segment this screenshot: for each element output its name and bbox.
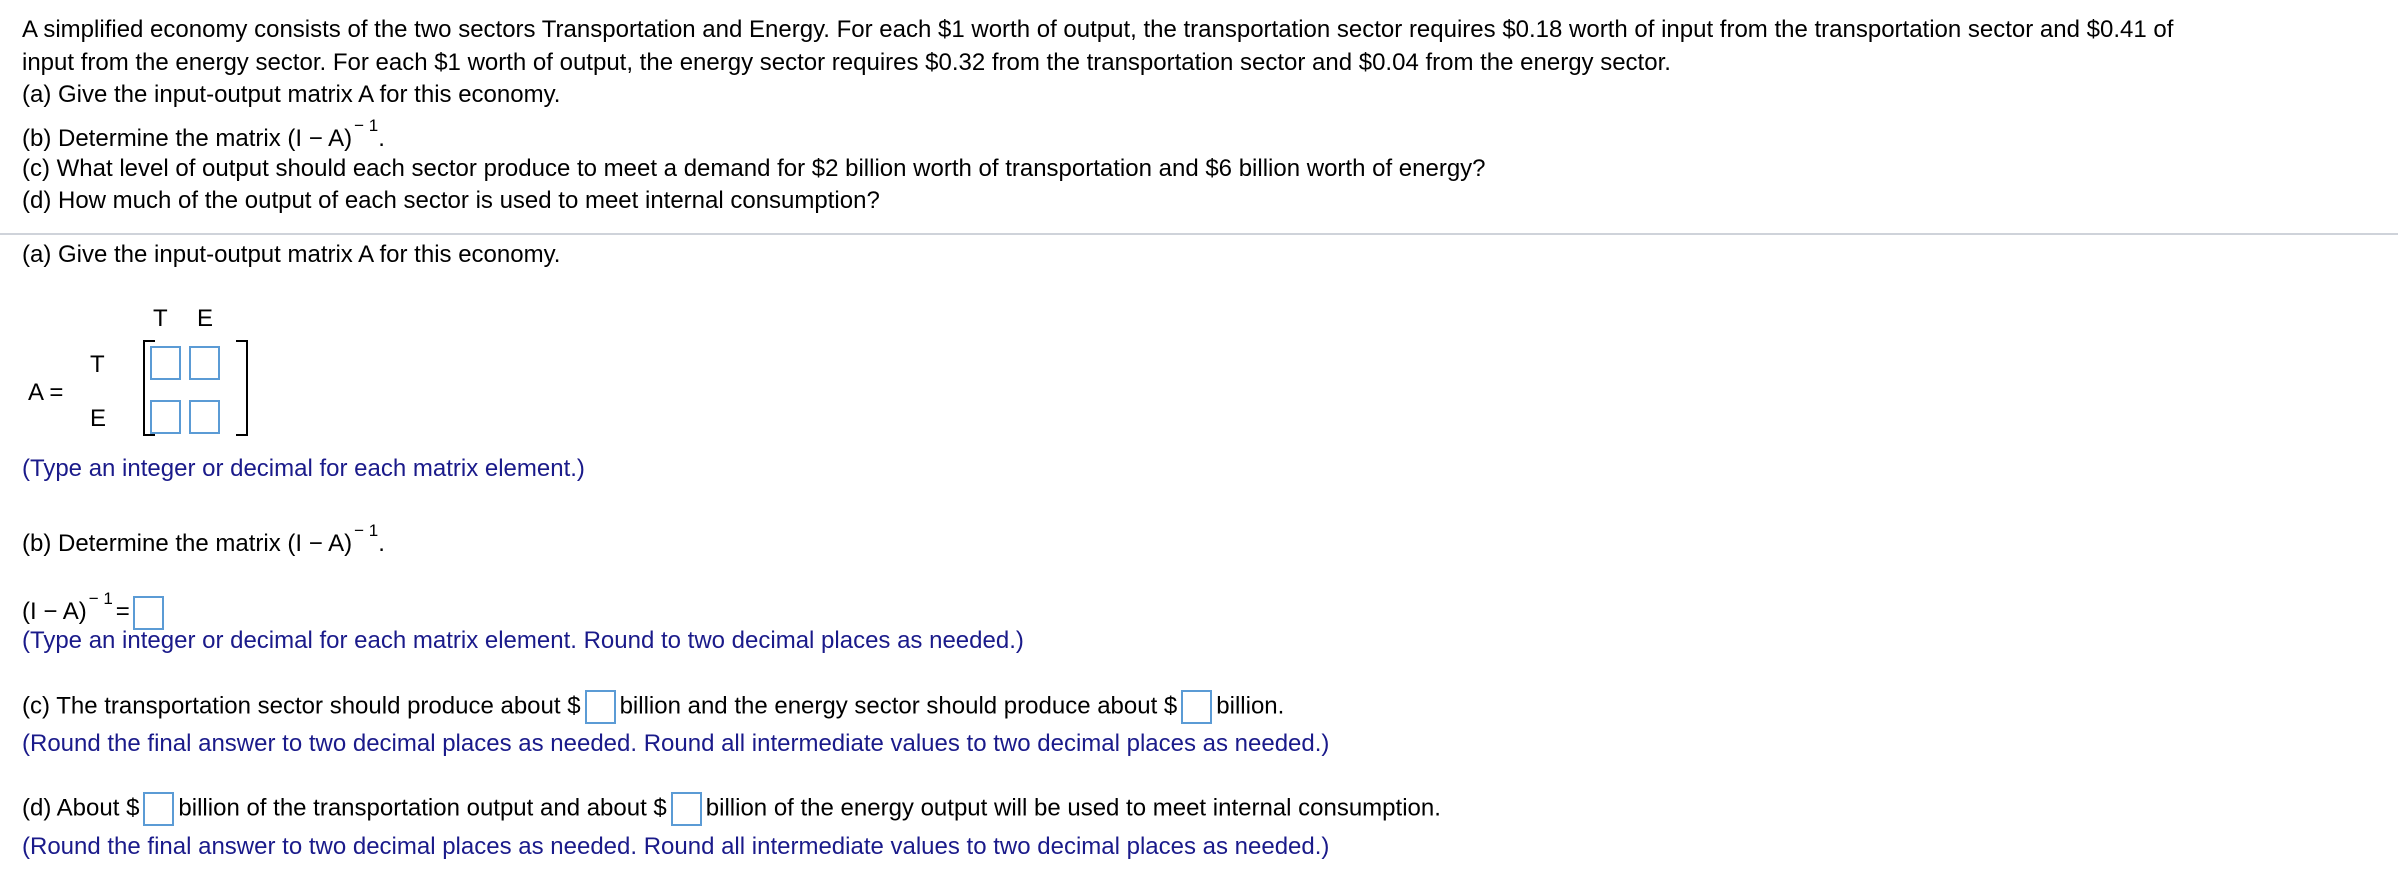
part-d-hint: (Round the final answer to two decimal places as needed. Round all intermediate values to two decimal places as needed.) xyxy=(22,833,1330,860)
part-b-prompt-exponent: − 1 xyxy=(354,521,379,540)
part-d-sentence xyxy=(22,792,1441,826)
matrix-cell-te-input[interactable] xyxy=(189,346,220,380)
problem-line-1: A simplified economy consists of the two sectors Transportation and Energy. For each $1 worth of output, the transportation sector requires $0.18 worth of input from the transportation sector and $0.41 of xyxy=(22,16,2174,43)
part-b-hint: (Type an integer or decimal for each matrix element. Round to two decimal places as needed.) xyxy=(22,627,1024,654)
part-b-prompt-suffix: . xyxy=(378,530,385,557)
problem-line-b-suffix: . xyxy=(378,125,385,152)
part-b-eq-equals: = xyxy=(115,598,130,625)
part-b-eq-text: (I − A) xyxy=(22,598,87,625)
matrix-cell-ee-input[interactable] xyxy=(189,400,220,434)
section-divider xyxy=(0,233,2398,235)
problem-line-d: (d) How much of the output of each sector is used to meet internal consumption? xyxy=(22,187,880,214)
part-b-prompt-text: (b) Determine the matrix (I − A) xyxy=(22,530,353,557)
problem-line-b-exponent: − 1 xyxy=(354,116,379,135)
part-c-sentence xyxy=(22,690,1284,724)
inverse-matrix-input[interactable] xyxy=(133,596,164,630)
matrix-right-bracket xyxy=(236,340,248,436)
matrix-row-header-t: T xyxy=(90,351,105,378)
part-b-eq-exponent: − 1 xyxy=(88,589,113,608)
part-c-hint: (Round the final answer to two decimal places as needed. Round all intermediate values to two decimal places as needed.) xyxy=(22,730,1330,757)
matrix-cell-et-input[interactable] xyxy=(150,400,181,434)
part-d-text-2: billion of the transportation output and about $ xyxy=(178,794,667,822)
part-d-text-1: (d) About $ xyxy=(22,794,140,822)
transportation-output-input[interactable] xyxy=(585,690,616,724)
part-a-hint: (Type an integer or decimal for each matrix element.) xyxy=(22,455,585,482)
part-d-text-3: billion of the energy output will be used to meet internal consumption. xyxy=(705,794,1441,822)
matrix-row-header-e: E xyxy=(90,405,107,432)
part-b-equation xyxy=(22,590,168,630)
problem-line-b-text: (b) Determine the matrix (I − A) xyxy=(22,125,353,152)
part-c-text-3: billion. xyxy=(1216,692,1285,720)
matrix-col-header-t: T xyxy=(153,305,168,332)
part-a-prompt: (a) Give the input-output matrix A for this economy. xyxy=(22,241,561,268)
transportation-internal-input[interactable] xyxy=(143,792,174,826)
problem-line-a: (a) Give the input-output matrix A for this economy. xyxy=(22,81,561,108)
problem-line-2: input from the energy sector. For each $1 worth of output, the energy sector requires $0.32 from the transportation sector and $0.04 from the energy sector. xyxy=(22,49,1671,76)
matrix-cell-tt-input[interactable] xyxy=(150,346,181,380)
problem-line-b xyxy=(22,117,385,154)
part-c-text-1: (c) The transportation sector should produce about $ xyxy=(22,692,581,720)
energy-internal-input[interactable] xyxy=(671,792,702,826)
part-c-text-2: billion and the energy sector should produce about $ xyxy=(619,692,1178,720)
matrix-col-header-e: E xyxy=(197,305,214,332)
energy-output-input[interactable] xyxy=(1181,690,1212,724)
part-b-prompt xyxy=(22,522,385,559)
problem-line-c: (c) What level of output should each sector produce to meet a demand for $2 billion worth of transportation and $6 billion worth of energy? xyxy=(22,155,1486,182)
matrix-label: A = xyxy=(28,379,64,406)
